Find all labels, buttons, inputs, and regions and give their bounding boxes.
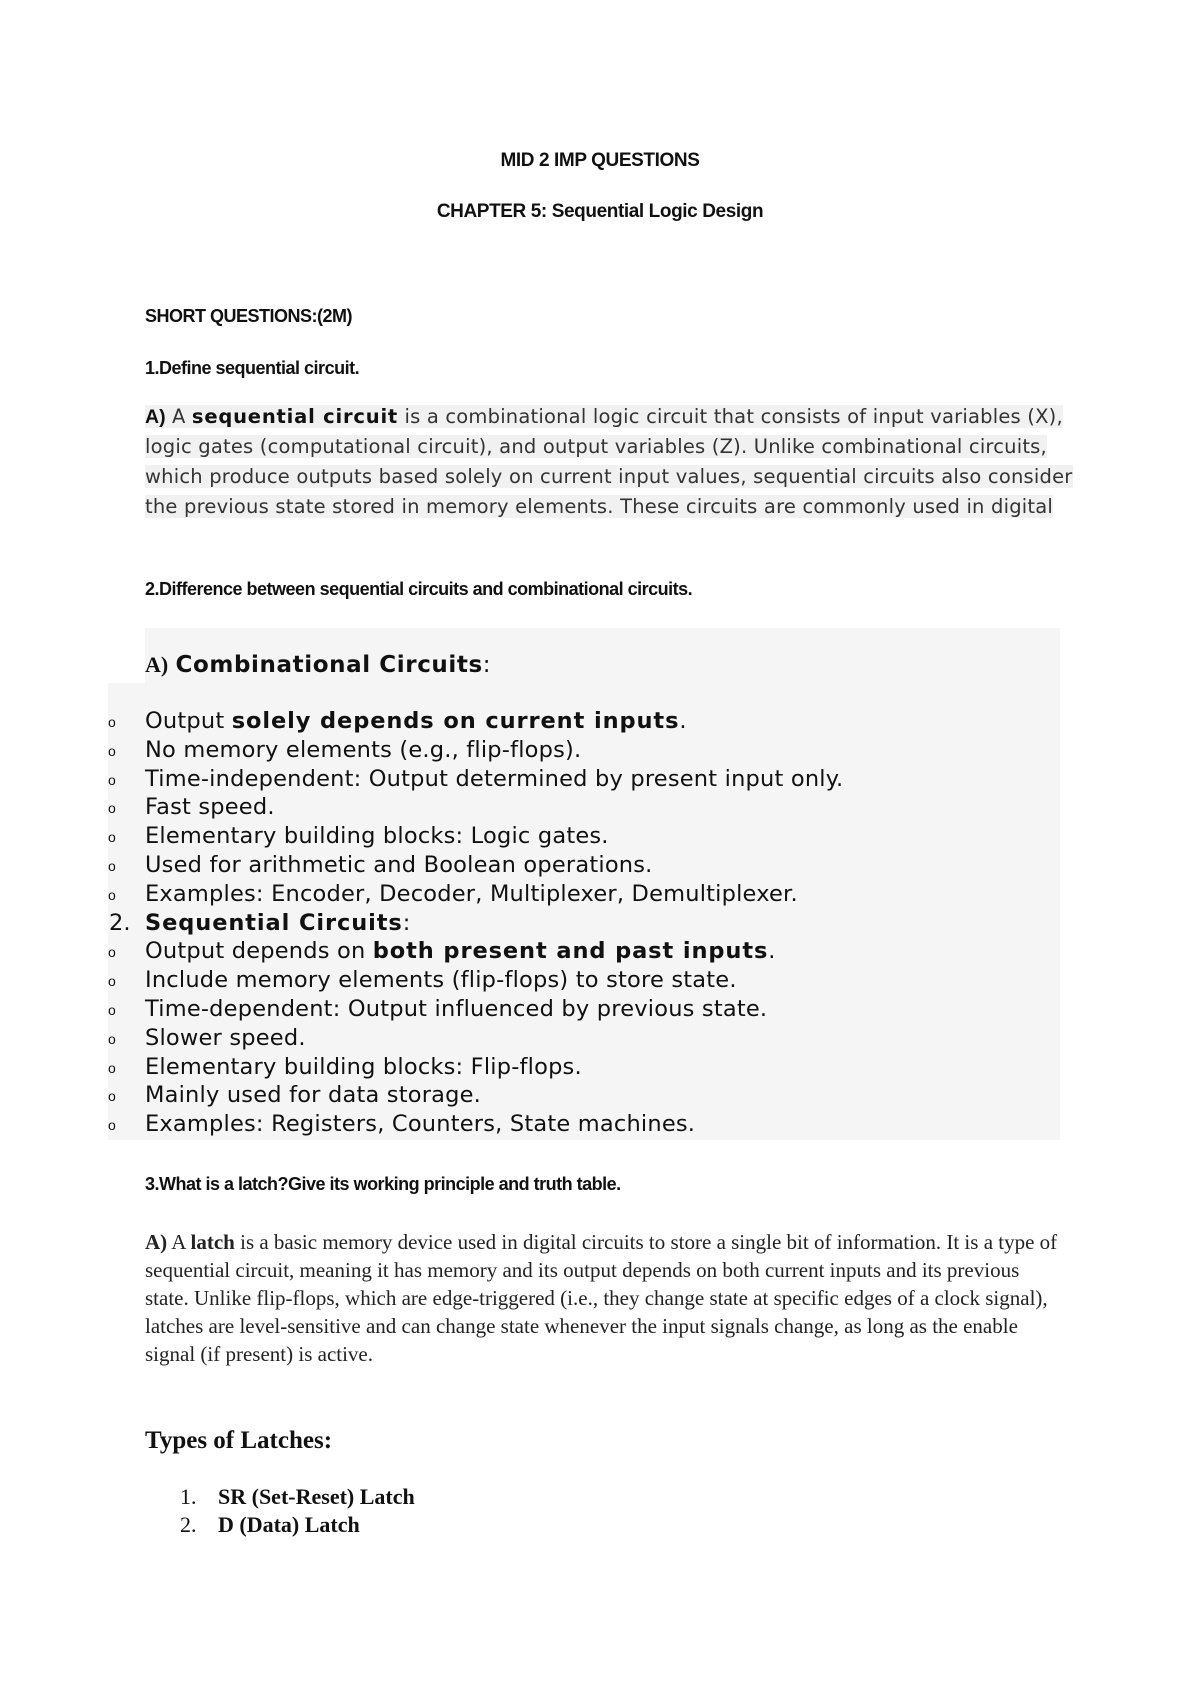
question-1: 1.Define sequential circuit. [145, 358, 360, 378]
bullet-marker: o [108, 1117, 116, 1134]
question-3: 3.What is a latch?Give its working principle and truth table. [145, 1174, 621, 1194]
chapter-title: CHAPTER 5: Sequential Logic Design [436, 201, 764, 222]
answer-2-prefix: A) [145, 652, 169, 677]
item-text: Include memory elements (flip-flops) to store state. [145, 967, 737, 994]
bullet-marker: o [108, 742, 116, 759]
question-2: 2.Difference between sequential circuits and combinational circuits. [145, 579, 693, 599]
bullet-marker: o [108, 973, 116, 990]
list-item [0, 823, 1200, 852]
bullet-marker: o [108, 1001, 116, 1018]
item-text: Examples: Registers, Counters, State machines. [145, 1111, 696, 1138]
list-item [0, 996, 1200, 1025]
list-item [0, 881, 1200, 910]
item-text: Used for arithmetic and Boolean operations. [145, 851, 653, 878]
answer-1 [145, 402, 1075, 522]
list-item [0, 852, 1200, 881]
item-text: Fast speed. [145, 794, 275, 821]
item-bold-text: solely depends on current inputs [231, 708, 680, 734]
combinational-heading-label: Combinational Circuits [175, 652, 483, 678]
item-text: Elementary building blocks: Flip-flops. [145, 1053, 582, 1080]
list-number: 1. [180, 1484, 197, 1509]
answer-3-term: latch [190, 1230, 235, 1254]
item-text: Examples: Encoder, Decoder, Multiplexer, Demultiplexer. [145, 880, 798, 907]
latch-type-label: D (Data) Latch [218, 1512, 360, 1537]
list-item [0, 967, 1200, 996]
answer-1-text: is a combinational logic circuit that consists of input variables (X), logic gates (computational circuit), and output variables (Z). Unlike combinational circuits, which produce outputs based solely on current input values, sequential circuits also consider the previous state stored in memory elements. These circuits are commonly used in digital [145, 405, 1073, 518]
item-text: No memory elements (e.g., flip-flops). [145, 736, 582, 763]
list-item [0, 794, 1200, 823]
bullet-marker: o [108, 1059, 116, 1076]
list-item [0, 737, 1200, 766]
bullet-marker: o [108, 771, 116, 788]
item-text: Time-dependent: Output influenced by previous state. [145, 995, 768, 1022]
list-item [0, 1025, 1200, 1054]
list-item [0, 708, 1200, 737]
document-title: MID 2 IMP QUESTIONS [500, 150, 700, 171]
bullet-marker: o [108, 944, 116, 961]
sequential-heading-colon: : [402, 909, 411, 936]
bullet-marker: o [108, 800, 116, 817]
list-item [0, 1111, 1200, 1140]
answer-1-prefix: A) [145, 406, 166, 428]
item-text: Slower speed. [145, 1024, 306, 1051]
item-text-end: . [679, 708, 687, 734]
list-item [0, 1054, 1200, 1083]
list-item [0, 766, 1200, 795]
list-item [0, 1082, 1200, 1111]
item-text: Elementary building blocks: Logic gates. [145, 823, 609, 850]
types-heading: Types of Latches: [145, 1427, 333, 1454]
sequential-heading-label: Sequential Circuits [145, 909, 403, 936]
item-text: Output depends on [145, 938, 373, 965]
bullet-marker: o [108, 857, 116, 874]
bullet-marker: o [108, 714, 116, 730]
item-text: Time-independent: Output determined by present input only. [145, 765, 844, 792]
bullet-marker: o [108, 886, 116, 903]
combinational-heading [145, 652, 491, 678]
short-questions-heading: SHORT QUESTIONS:(2M) [145, 306, 353, 326]
latch-type-label: SR (Set-Reset) Latch [218, 1484, 415, 1509]
item-text-end: . [768, 938, 776, 965]
answer-3-article: A [167, 1230, 191, 1254]
answer-1-term: sequential circuit [191, 405, 399, 428]
item-text: Output [145, 708, 232, 734]
bullet-marker: o [108, 1088, 116, 1105]
sequential-number: 2. [109, 909, 131, 936]
comparison-list [0, 708, 1200, 1140]
answer-3-prefix: A) [145, 1230, 168, 1254]
item-text: Mainly used for data storage. [145, 1082, 482, 1109]
answer-3 [145, 1228, 1065, 1368]
list-number: 2. [180, 1512, 197, 1537]
item-bold-text: both present and past inputs [372, 938, 769, 965]
bullet-marker: o [108, 829, 116, 846]
answer-3-text: is a basic memory device used in digital circuits to store a single bit of information. It is a type of sequential circuit, meaning it has memory and its output depends on both current inputs and its previous state. Unlike flip-flops, which are edge-triggered (i.e., they change state at specific edges of a clock signal), latches are level-sensitive and can change state whenever the input signals change, as long as the enable signal (if present) is active. [145, 1230, 1058, 1366]
sequential-heading [0, 910, 1200, 939]
bullet-marker: o [108, 1030, 116, 1047]
combinational-heading-colon: : [482, 652, 491, 678]
list-item [0, 938, 1200, 967]
answer-1-article: A [165, 405, 192, 428]
